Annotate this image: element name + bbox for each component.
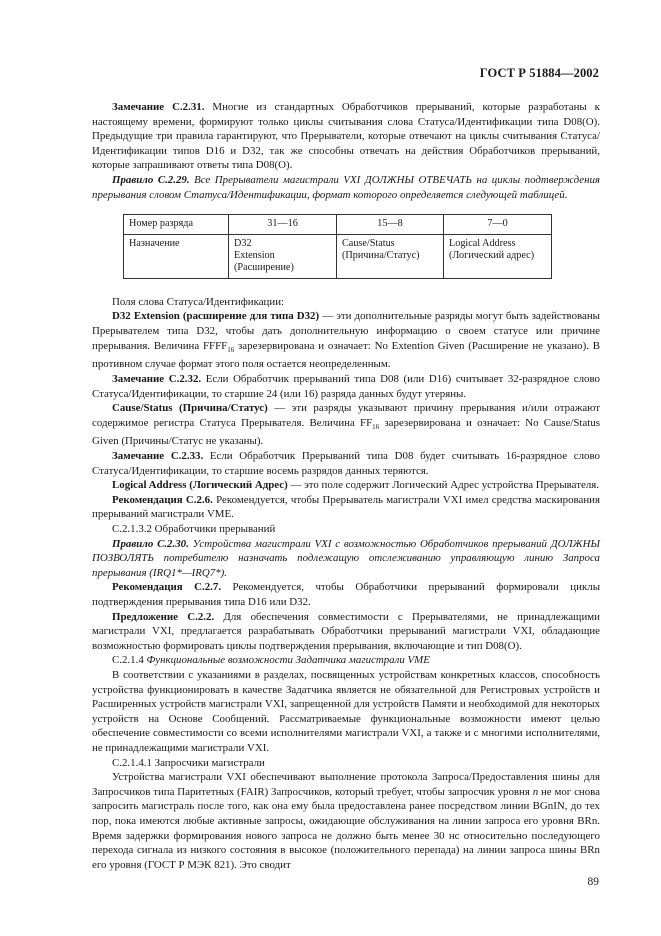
section-number: С.2.1.4 <box>112 654 147 667</box>
rec-c27 <box>92 580 600 609</box>
rule-c230 <box>92 537 600 581</box>
d32-extension <box>92 309 600 372</box>
note-c233 <box>92 449 600 478</box>
field-text: зарезервирована и означает: No Extention Given (Расширение не указано). В противном случае формат этого поля остается неопределенным. <box>92 339 600 371</box>
table-header-row <box>124 215 552 234</box>
rec-c26 <box>92 493 600 522</box>
cell-line: (Расширение) <box>234 262 294 274</box>
table-cell: 31—16 <box>229 215 337 234</box>
page-header: ГОСТ Р 51884—2002 <box>479 66 599 80</box>
table-cell: 15—8 <box>337 215 444 234</box>
para-c214: В соответствии с указаниями в разделах, посвященных устройствам конкретных классов, способность устройства функционировать в качестве Задатчика является не обязательной для Регистровых устройств и Расширенных устройств магистрали VXI, запрещенной для устройств Памяти и необходимой для некоторых устройств на Основе Сообщений. Рассматриваемые функциональные возможности имеют целью обеспечение совместимости со всеми исполнителями магистрали VXI, а также и с многими исполнителями, не принадлежащими магистрали VXI. <box>92 668 600 754</box>
note-c231 <box>92 100 600 173</box>
note-label: Замечание С.2.31. <box>112 101 205 113</box>
field-label: Cause/Status (Причина/Статус) <box>112 402 268 415</box>
table-cell <box>229 234 337 278</box>
note-text: Если Обработчик Прерываний типа D08 будет считывать 16-разрядное слово Статуса/Идентификации, то старшие восемь разрядов данных теряются. <box>92 450 600 477</box>
rec-text: Рекомендуется, чтобы Обработчики прерываний формировали циклы подтверждения прерывания типа D16 или D32. <box>92 581 601 608</box>
rule-text: Все Прерыватели магистрали VXI ДОЛЖНЫ ОТВЕЧАТЬ на циклы подтверждения прерывания словом Статуса/Идентификации, формат которого определяется следующей таблицей. <box>92 173 600 201</box>
para-c2141 <box>92 770 600 872</box>
section-c2141: С.2.1.4.1 Запросчики магистрали <box>112 756 265 769</box>
field-label: Logical Address (Логический Адрес) <box>112 479 288 492</box>
section-c2132: С.2.1.3.2 Обработчики прерываний <box>112 523 276 536</box>
page-number: 89 <box>587 876 599 888</box>
rule-label: Правило С.2.29. <box>112 173 190 186</box>
page-body <box>92 100 600 872</box>
note-text: Если Обработчик прерываний типа D08 (или D16) считывает 32-разрядное слово Статуса/Идентификации, то старшие 24 (или 16) разряда данных будут утеряны. <box>92 372 600 400</box>
rule-label: Правило С.2.30. <box>112 537 189 550</box>
logical-address <box>92 478 600 493</box>
table-cell: 7—0 <box>444 215 552 234</box>
fields-intro: Поля слова Статуса/Идентификации: <box>112 295 285 308</box>
rule-c229 <box>92 173 600 202</box>
table-cell <box>337 234 444 278</box>
status-id-table <box>123 214 552 279</box>
para-italic: n <box>532 785 539 798</box>
cell-line: Cause/Status <box>342 237 395 249</box>
section-c214 <box>92 653 600 668</box>
section-title: Функциональные возможности Задатчика магистрали VME <box>146 654 430 667</box>
rule-text: Устройства магистрали VXI с возможностью Обработчиков прерываний ДОЛЖНЫ ПОЗВОЛЯТЬ потребителю назначать подлежащую отслеживанию управляющую линию Запроса прерывания (IRQ1*—IRQ7*). <box>92 537 600 579</box>
note-c232 <box>92 372 600 401</box>
note-label: Замечание С.2.32. <box>112 372 202 385</box>
rec-text: Рекомендуется, чтобы Прерыватель магистрали VXI имел средства маскирования прерываний магистрали VME. <box>92 493 601 521</box>
cell-line: Extension <box>234 249 275 261</box>
para-text: Устройства магистрали VXI обеспечивают выполнение протокола Запроса/Предоставления шины для Запросчиков типа Паритетных (FAIR) Запросчиков, который требует, чтобы запросчик уровня <box>92 771 600 798</box>
field-text: — это поле содержит Логический Адрес устройства Прерывателя. <box>287 479 599 492</box>
table-cell: Назначение <box>124 234 229 278</box>
field-text: зарезервирована и означает: No Cause/Status Given (Причины/Статус не указаны). <box>92 416 600 448</box>
table-row <box>124 234 552 278</box>
para-text: не мог снова запросить магистраль после того, как она ему была предоставлена ранее посредством линии BGnIN, до тех пор, пока имеются любые активные запросы, ожидающие обслуживания на линии запроса его уровня BRn. Время задержки формирования нового запроса не должно быть менее 30 нс относительно последующего перехода сигнала из низкого состояния в высокое (положительного перепада) на линии запроса шины BRn его уровня (ГОСТ Р МЭК 821). Это сводит <box>92 785 601 871</box>
note-label: Замечание С.2.33. <box>112 450 204 463</box>
table-cell: Номер разряда <box>124 215 229 234</box>
subscript: 16 <box>372 422 380 431</box>
rec-label: Рекомендация С.2.7. <box>112 581 222 594</box>
field-text: — эти дополнительные разряды могут быть задействованы Прерывателем типа D32, чтобы дать дополнительную информацию о своем статусе или причине прерывания. Величина FFFF <box>92 310 600 352</box>
cell-line: (Причина/Статус) <box>342 249 420 261</box>
cell-line: Logical Address <box>449 237 516 249</box>
rec-label: Рекомендация С.2.6. <box>112 493 213 506</box>
field-label: D32 Extension (расширение для типа D32) <box>112 310 320 323</box>
subscript: 16 <box>227 345 235 354</box>
table-cell <box>444 234 552 278</box>
field-text: — эти разряды указывают причину прерывания и/или отражают содержимое регистра Статуса Прерывателя. Величина FF <box>92 402 601 429</box>
prop-c22 <box>92 610 600 654</box>
cell-line: D32 <box>234 237 252 249</box>
cause-status <box>92 401 600 449</box>
cell-line: (Логический адрес) <box>449 249 535 261</box>
prop-text: Для обеспечения совместимости с Прерывателями, не принадлежащими магистрали VXI, предлагается разрабатывать Обработчики прерываний магистрали VXI, обладающие возможностью формировать циклы подтверждения прерывания, включающие и тип D08(O). <box>92 610 600 652</box>
note-text: Многие из стандартных Обработчиков прерываний, которые разработаны к настоящему времени, формируют только циклы считывания слова Статуса/Идентификации типа D08(O). Предыдущие три правила гарантируют, что Прерыватели, которые отвечают на циклы считывания Статуса/Идентификации типов D16 и D32, так же способны отвечать на действия Обработчиков прерываний, которые запрашивают ответы типа D08(O). <box>92 101 600 172</box>
prop-label: Предложение С.2.2. <box>112 610 215 623</box>
